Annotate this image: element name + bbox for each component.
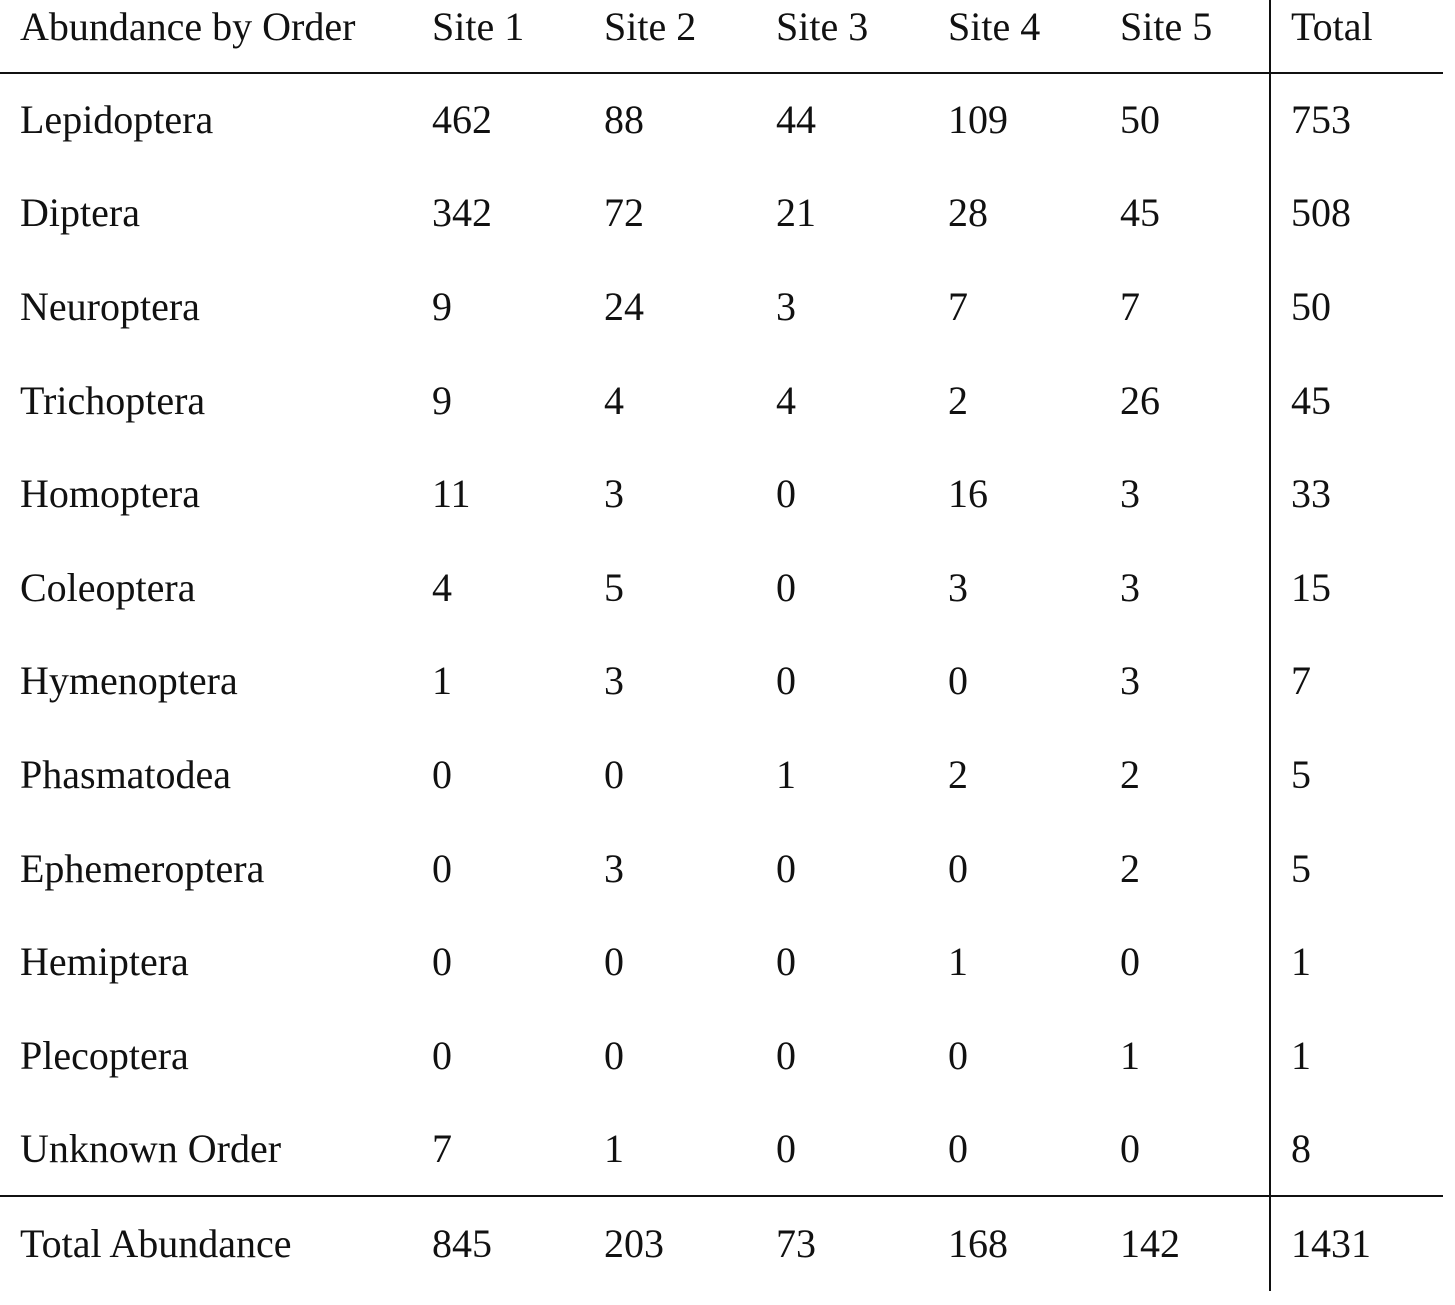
table-row xyxy=(0,635,1443,729)
site-2-count-cell: 0 xyxy=(604,751,624,797)
site-4-count-cell: 0 xyxy=(948,658,968,704)
site-3-count-cell: 0 xyxy=(776,1125,796,1171)
row-total-cell: 5 xyxy=(1270,822,1443,916)
order-name-cell: Lepidoptera xyxy=(20,97,214,143)
header-label: Abundance by Order xyxy=(0,0,412,73)
footer-total: 1431 xyxy=(1270,1196,1443,1291)
site-3-count-cell: 0 xyxy=(776,1032,796,1078)
row-total-cell: 1 xyxy=(1270,915,1443,1009)
site-1-count-cell: 9 xyxy=(432,377,452,423)
order-name-cell: Unknown Order xyxy=(20,1125,282,1171)
site-1-count-cell: 0 xyxy=(432,751,452,797)
site-3-count-cell: 44 xyxy=(776,97,816,143)
site-1-count-cell: 0 xyxy=(432,1032,452,1078)
footer-site-3: 73 xyxy=(756,1196,928,1291)
order-name-cell: Plecoptera xyxy=(20,1032,189,1078)
header-row xyxy=(0,0,1443,73)
order-name-cell: Diptera xyxy=(20,190,140,236)
row-total-cell: 8 xyxy=(1270,1103,1443,1197)
site-2-count-cell: 88 xyxy=(604,97,644,143)
footer-row xyxy=(0,1196,1443,1291)
table-row xyxy=(0,447,1443,541)
table-row xyxy=(0,822,1443,916)
table-row xyxy=(0,1009,1443,1103)
site-4-count-cell: 109 xyxy=(948,97,1008,143)
footer-site-1: 845 xyxy=(412,1196,584,1291)
site-1-count-cell: 1 xyxy=(432,658,452,704)
site-4-count-cell: 3 xyxy=(948,564,968,610)
site-3-count-cell: 0 xyxy=(776,939,796,985)
site-4-count-cell: 1 xyxy=(948,939,968,985)
table-row xyxy=(0,260,1443,354)
row-total-cell: 7 xyxy=(1270,635,1443,729)
site-5-count-cell: 2 xyxy=(1120,751,1140,797)
header-total: Total xyxy=(1270,0,1443,73)
site-4-count-cell: 0 xyxy=(948,845,968,891)
table-body xyxy=(0,73,1443,1196)
site-5-count-cell: 3 xyxy=(1120,471,1140,517)
site-5-count-cell: 0 xyxy=(1120,939,1140,985)
row-total-cell: 33 xyxy=(1270,447,1443,541)
site-5-count-cell: 45 xyxy=(1120,190,1160,236)
table-row xyxy=(0,915,1443,1009)
site-2-count-cell: 3 xyxy=(604,845,624,891)
table-row xyxy=(0,728,1443,822)
site-1-count-cell: 0 xyxy=(432,939,452,985)
site-1-count-cell: 342 xyxy=(432,190,492,236)
row-total-cell: 15 xyxy=(1270,541,1443,635)
site-5-count-cell: 3 xyxy=(1120,658,1140,704)
site-4-count-cell: 2 xyxy=(948,751,968,797)
order-name-cell: Ephemeroptera xyxy=(20,845,265,891)
table-footer xyxy=(0,1196,1443,1291)
site-2-count-cell: 0 xyxy=(604,939,624,985)
order-name-cell: Hemiptera xyxy=(20,939,189,985)
site-4-count-cell: 0 xyxy=(948,1032,968,1078)
site-3-count-cell: 21 xyxy=(776,190,816,236)
footer-site-5: 142 xyxy=(1100,1196,1270,1291)
site-5-count-cell: 26 xyxy=(1120,377,1160,423)
row-total-cell: 50 xyxy=(1270,260,1443,354)
row-total-cell: 45 xyxy=(1270,354,1443,448)
footer-label: Total Abundance xyxy=(0,1196,412,1291)
footer-site-4: 168 xyxy=(928,1196,1100,1291)
site-1-count-cell: 7 xyxy=(432,1125,452,1171)
row-total-cell: 1 xyxy=(1270,1009,1443,1103)
row-total-cell: 753 xyxy=(1270,73,1443,167)
site-5-count-cell: 7 xyxy=(1120,283,1140,329)
site-3-count-cell: 4 xyxy=(776,377,796,423)
table-header xyxy=(0,0,1443,73)
site-4-count-cell: 2 xyxy=(948,377,968,423)
site-4-count-cell: 28 xyxy=(948,190,988,236)
order-name-cell: Coleoptera xyxy=(20,564,196,610)
site-4-count-cell: 7 xyxy=(948,283,968,329)
site-1-count-cell: 4 xyxy=(432,564,452,610)
site-1-count-cell: 462 xyxy=(432,97,492,143)
site-2-count-cell: 3 xyxy=(604,658,624,704)
site-5-count-cell: 3 xyxy=(1120,564,1140,610)
site-2-count-cell: 0 xyxy=(604,1032,624,1078)
site-1-count-cell: 9 xyxy=(432,283,452,329)
order-name-cell: Homoptera xyxy=(20,471,200,517)
site-2-count-cell: 1 xyxy=(604,1125,624,1171)
site-3-count-cell: 0 xyxy=(776,845,796,891)
row-total-cell: 508 xyxy=(1270,167,1443,261)
header-site-3: Site 3 xyxy=(756,0,928,73)
site-4-count-cell: 16 xyxy=(948,471,988,517)
order-name-cell: Neuroptera xyxy=(20,283,200,329)
site-2-count-cell: 3 xyxy=(604,471,624,517)
site-3-count-cell: 0 xyxy=(776,471,796,517)
site-1-count-cell: 11 xyxy=(432,471,471,517)
site-3-count-cell: 1 xyxy=(776,751,796,797)
table-row xyxy=(0,167,1443,261)
site-5-count-cell: 2 xyxy=(1120,845,1140,891)
order-name-cell: Hymenoptera xyxy=(20,658,238,704)
site-3-count-cell: 3 xyxy=(776,283,796,329)
site-5-count-cell: 50 xyxy=(1120,97,1160,143)
order-name-cell: Trichoptera xyxy=(20,377,206,423)
table-row xyxy=(0,354,1443,448)
site-1-count-cell: 0 xyxy=(432,845,452,891)
site-2-count-cell: 24 xyxy=(604,283,644,329)
table-row xyxy=(0,1103,1443,1197)
site-4-count-cell: 0 xyxy=(948,1125,968,1171)
site-3-count-cell: 0 xyxy=(776,658,796,704)
table-row xyxy=(0,73,1443,167)
header-site-4: Site 4 xyxy=(928,0,1100,73)
site-2-count-cell: 72 xyxy=(604,190,644,236)
site-3-count-cell: 0 xyxy=(776,564,796,610)
header-site-2: Site 2 xyxy=(584,0,756,73)
footer-site-2: 203 xyxy=(584,1196,756,1291)
order-name-cell: Phasmatodea xyxy=(20,751,232,797)
site-5-count-cell: 0 xyxy=(1120,1125,1140,1171)
site-2-count-cell: 5 xyxy=(604,564,624,610)
header-site-1: Site 1 xyxy=(412,0,584,73)
site-5-count-cell: 1 xyxy=(1120,1032,1140,1078)
header-site-5: Site 5 xyxy=(1100,0,1270,73)
table-row xyxy=(0,541,1443,635)
site-2-count-cell: 4 xyxy=(604,377,624,423)
row-total-cell: 5 xyxy=(1270,728,1443,822)
